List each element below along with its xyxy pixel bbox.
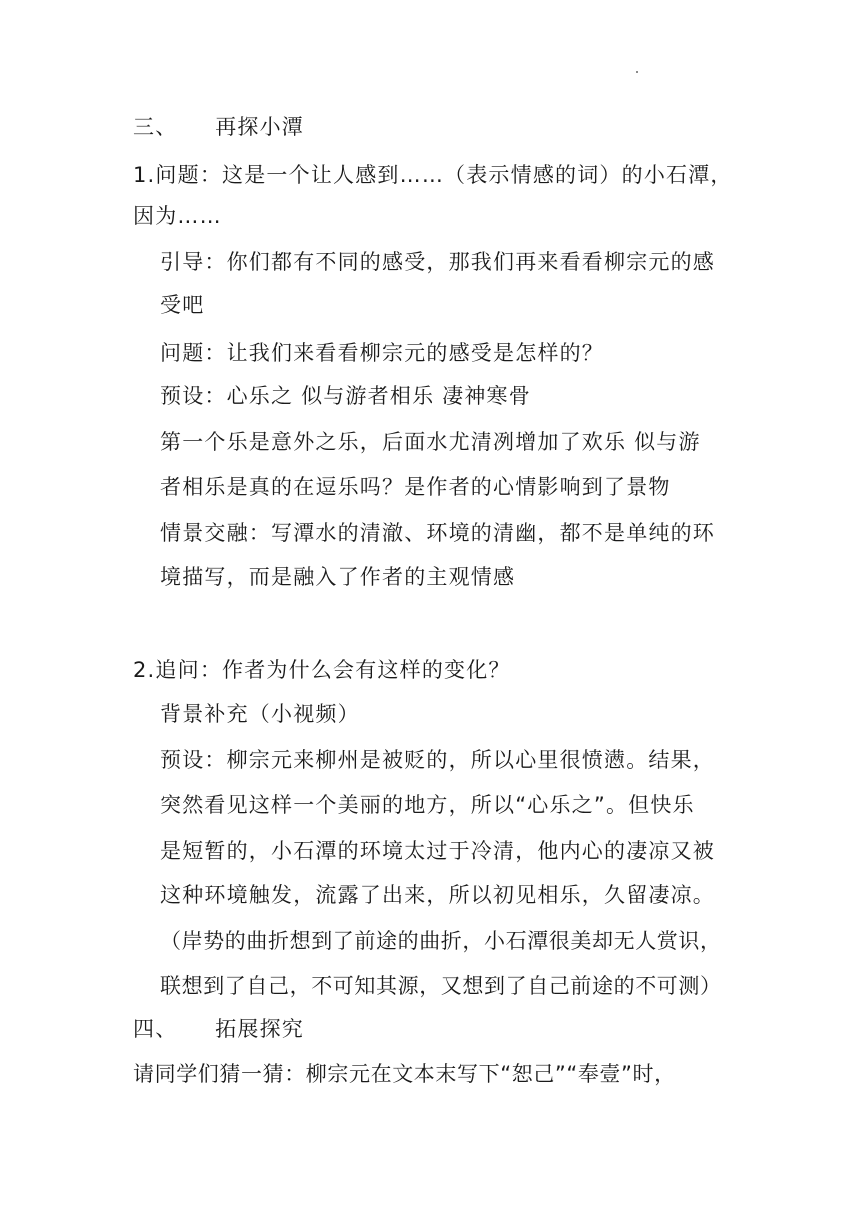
section-3-title: 再探小潭 (215, 115, 304, 139)
guide-line-1: 引导：你们都有不同的感受，那我们再来看看柳宗元的感 (160, 250, 715, 274)
question-1-line-1: 1.问题：这是一个让人感到……（表示情感的词）的小石潭， (133, 163, 733, 187)
section-4-line-1: 请同学们猜一猜：柳宗元在文本末写下“恕己”“奉壹”时， (133, 1062, 676, 1086)
preset-2-line-2: 突然看见这样一个美丽的地方，所以“心乐之”。但快乐 (160, 793, 695, 817)
preset-line: 预设：心乐之 似与游者相乐 凄神寒骨 (160, 384, 531, 408)
guide-line-2: 受吧 (160, 293, 205, 317)
blend-line-1: 情景交融：写潭水的清澈、环境的清幽，都不是单纯的环 (160, 521, 715, 545)
preset-2-line-5: （岸势的曲折想到了前途的曲折，小石潭很美却无人赏识， (160, 929, 722, 953)
section-4-title: 拓展探究 (215, 1017, 304, 1041)
question-line: 问题：让我们来看看柳宗元的感受是怎样的？ (160, 341, 604, 365)
question-1-line-2: 因为…… (133, 204, 222, 228)
section-4-number: 四、 (133, 1017, 178, 1041)
preset-2-line-3: 是短暂的，小石潭的环境太过于冷清，他内心的凄凉又被 (160, 839, 715, 863)
preset-2-line-4: 这种环境触发，流露了出来，所以初见相乐，久留凄凉。 (160, 883, 715, 907)
preset-2-line-6: 联想到了自己，不可知其源，又想到了自己前途的不可测） (160, 974, 722, 998)
first-joy-line-2: 者相乐是真的在逗乐吗？是作者的心情影响到了景物 (160, 475, 671, 499)
preset-2-line-1: 预设：柳宗元来柳州是被贬的，所以心里很愤懑。结果， (160, 748, 715, 772)
background-line: 背景补充（小视频） (160, 702, 360, 726)
question-2-line: 2.追问：作者为什么会有这样的变化？ (133, 658, 511, 682)
section-3-number: 三、 (133, 115, 178, 139)
scan-dot (636, 71, 638, 73)
section-3-heading (133, 112, 304, 142)
first-joy-line-1: 第一个乐是意外之乐，后面水尤清冽增加了欢乐 似与游 (160, 430, 701, 454)
section-4-heading (133, 1014, 304, 1044)
blend-line-2: 境描写，而是融入了作者的主观情感 (160, 565, 516, 589)
